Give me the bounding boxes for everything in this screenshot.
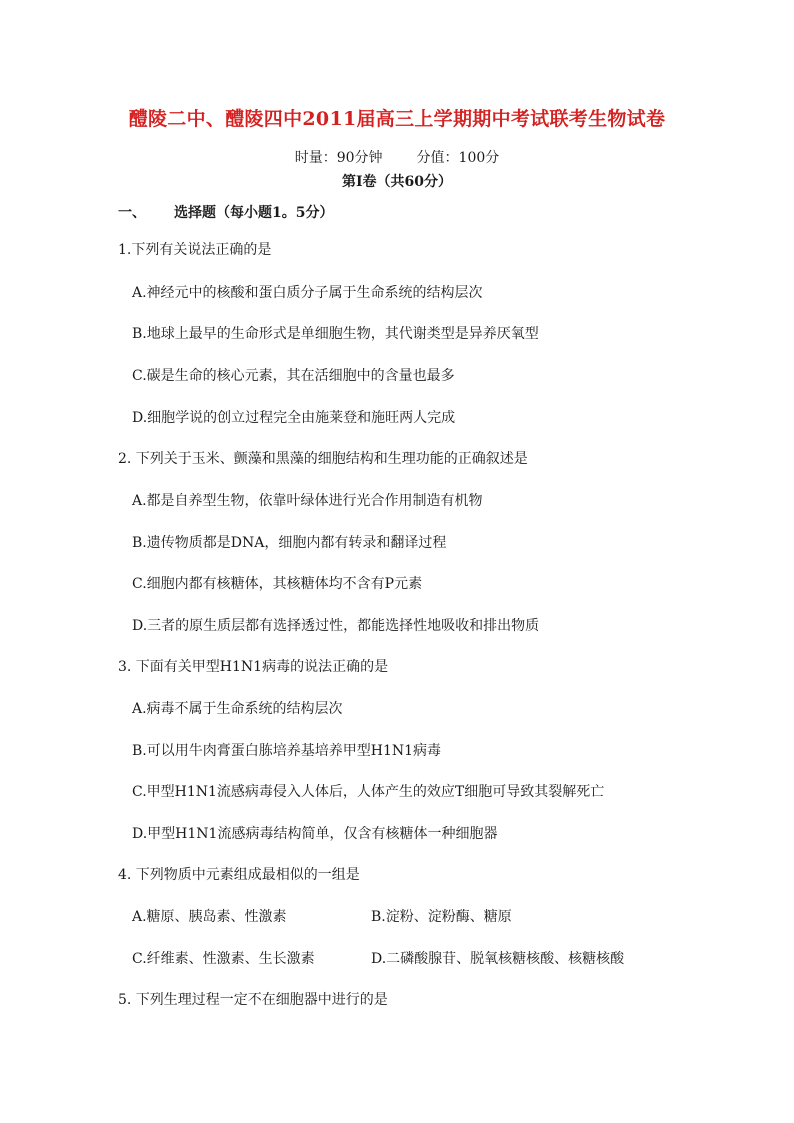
question-option: D.三者的原生质层都有选择透过性，都能选择性地吸收和排出物质 <box>132 618 540 634</box>
exam-title: 醴陵二中、醴陵四中2011届高三上学期期中考试联考生物试卷 <box>128 108 666 130</box>
question-stem: 5. 下列生理过程一定不在细胞器中进行的是 <box>118 992 388 1008</box>
question-option: C.甲型H1N1流感病毒侵入人体后，人体产生的效应T细胞可导致其裂解死亡 <box>132 784 605 800</box>
question-option: D.细胞学说的创立过程完全由施莱登和施旺两人完成 <box>132 410 456 426</box>
question-option: A.神经元中的核酸和蛋白质分子属于生命系统的结构层次 <box>132 285 483 301</box>
question-option: C.纤维素、性激素、生长激素 <box>132 951 315 967</box>
section-label: 选择题（每小题1。5分） <box>174 205 334 221</box>
question-option: A.糖原、胰岛素、性激素 <box>132 909 287 925</box>
question-option: B.可以用牛肉膏蛋白胨培养基培养甲型H1N1病毒 <box>132 743 442 759</box>
question-option: D.甲型H1N1流感病毒结构简单，仅含有核糖体一种细胞器 <box>132 826 498 842</box>
question-stem: 1.下列有关说法正确的是 <box>118 242 272 258</box>
time-limit: 时量：90分钟 <box>294 150 383 166</box>
question-stem: 4. 下列物质中元素组成最相似的一组是 <box>118 867 360 883</box>
question-option: C.碳是生命的核心元素，其在活细胞中的含量也最多 <box>132 368 455 384</box>
question-option: B.遗传物质都是DNA，细胞内都有转录和翻译过程 <box>132 535 447 551</box>
question-option: A.都是自养型生物，依靠叶绿体进行光合作用制造有机物 <box>132 493 483 509</box>
question-option: A.病毒不属于生命系统的结构层次 <box>132 701 343 717</box>
section-number: 一、 <box>118 205 146 221</box>
exam-meta <box>0 147 794 167</box>
question-stem: 2. 下列关于玉米、颤藻和黑藻的细胞结构和生理功能的正确叙述是 <box>118 451 528 467</box>
question-option: B.地球上最早的生命形式是单细胞生物，其代谢类型是异养厌氧型 <box>132 326 539 342</box>
section-heading <box>118 202 333 222</box>
total-score: 分值：100分 <box>416 150 500 166</box>
part-heading: 第Ⅰ卷（共60分） <box>341 174 453 190</box>
question-stem: 3. 下面有关甲型H1N1病毒的说法正确的是 <box>118 659 389 675</box>
question-option: B.淀粉、淀粉酶、糖原 <box>371 909 512 925</box>
question-option: C.细胞内都有核糖体，其核糖体均不含有P元素 <box>132 576 423 592</box>
question-option: D.二磷酸腺苷、脱氧核糖核酸、核糖核酸 <box>371 951 625 967</box>
